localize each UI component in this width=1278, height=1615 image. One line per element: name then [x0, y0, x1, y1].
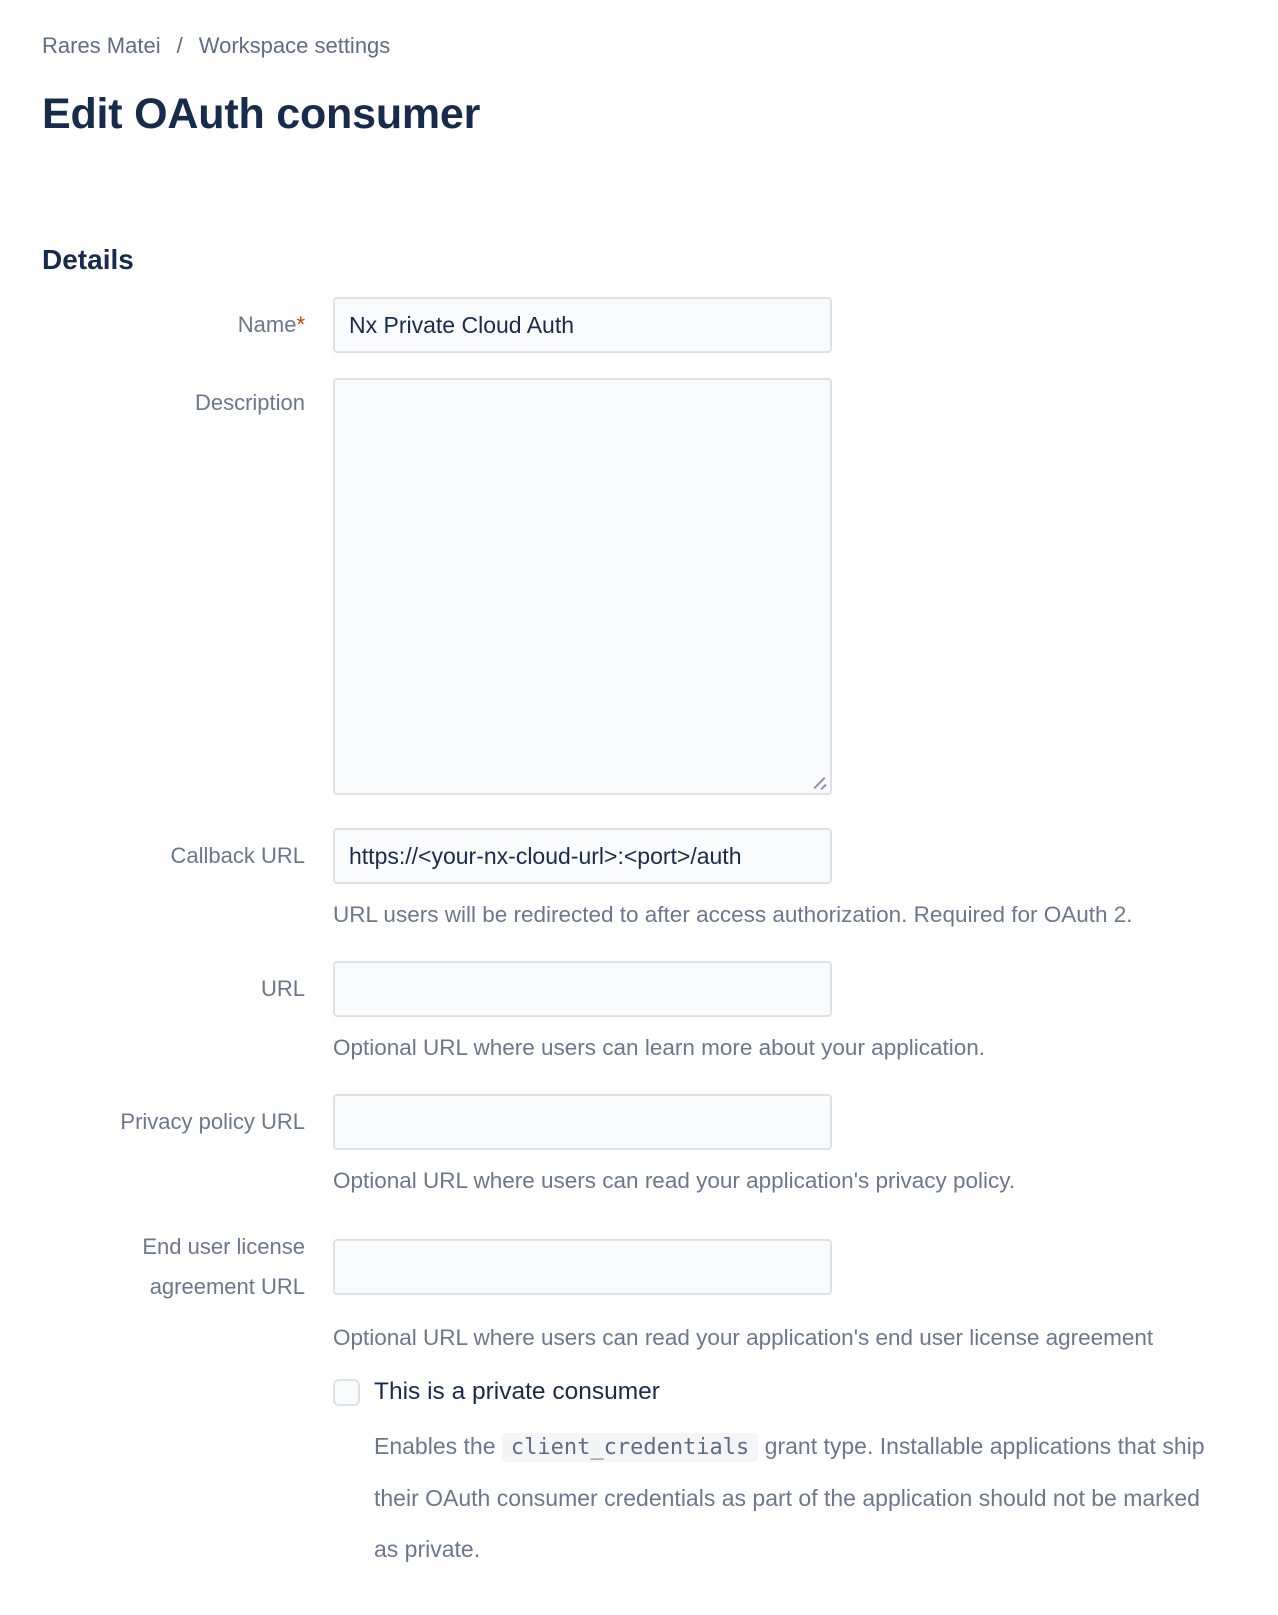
page-title: Edit OAuth consumer [42, 90, 481, 138]
callback-url-row [42, 828, 1236, 884]
url-label: URL [260, 976, 305, 1001]
url-helper-row [42, 1037, 1236, 1062]
eula-url-field-col [333, 1239, 1236, 1295]
name-field-col [333, 297, 1236, 353]
name-input[interactable] [333, 297, 832, 353]
breadcrumb [42, 33, 1236, 59]
description-label: Description [194, 390, 305, 415]
url-row [42, 961, 1236, 1017]
url-input[interactable] [333, 961, 832, 1017]
callback-url-field-col [333, 828, 1236, 884]
name-label-text: Name [237, 312, 297, 337]
privacy-policy-url-input[interactable] [333, 1094, 832, 1150]
private-consumer-helper-suffix: grant type. Installable applications that ship their OAuth consumer credentials as part of the application should not be marked as private. [374, 1433, 1205, 1562]
eula-url-label: End user license agreement URL [142, 1234, 305, 1299]
privacy-policy-url-field-col [333, 1094, 1236, 1150]
resize-handle-icon[interactable] [811, 774, 827, 790]
url-field-col [333, 961, 1236, 1017]
name-row [42, 297, 1236, 353]
private-consumer-label[interactable]: This is a private consumer [374, 1378, 660, 1405]
name-label [42, 310, 305, 340]
breadcrumb-workspace-link[interactable]: Rares Matei [42, 33, 161, 58]
description-textarea-wrap [333, 378, 832, 795]
description-field-col [333, 378, 1236, 795]
private-consumer-checkbox[interactable] [333, 1379, 360, 1406]
url-helper: Optional URL where users can learn more about your application. [333, 1035, 986, 1060]
eula-url-helper: Optional URL where users can read your application's end user license agreement [333, 1325, 1154, 1350]
privacy-policy-url-helper-row [42, 1170, 1236, 1195]
callback-url-input[interactable] [333, 828, 832, 884]
private-consumer-helper-prefix: Enables the [374, 1433, 502, 1459]
callback-url-label: Callback URL [170, 843, 305, 868]
client-credentials-code-chip: client_credentials [502, 1433, 758, 1462]
eula-url-helper-row [42, 1327, 1236, 1352]
oauth-consumer-form [42, 297, 1236, 1575]
eula-url-input[interactable] [333, 1239, 832, 1295]
private-consumer-block [333, 1377, 1236, 1575]
description-row [42, 378, 1236, 795]
privacy-policy-url-label: Privacy policy URL [120, 1109, 305, 1134]
private-consumer-helper [374, 1421, 1209, 1575]
private-consumer-checkbox-line [333, 1377, 1236, 1407]
breadcrumb-settings-link[interactable]: Workspace settings [198, 33, 391, 58]
callback-url-helper-row [42, 904, 1236, 929]
privacy-policy-url-helper: Optional URL where users can read your application's privacy policy. [333, 1168, 1016, 1193]
required-asterisk: * [296, 312, 305, 337]
privacy-policy-url-row [42, 1094, 1236, 1150]
callback-url-helper: URL users will be redirected to after access authorization. Required for OAuth 2. [333, 902, 1133, 927]
breadcrumb-separator: / [176, 33, 183, 58]
eula-url-row [42, 1227, 1236, 1307]
description-textarea[interactable] [333, 378, 832, 795]
details-section-heading: Details [42, 244, 134, 275]
